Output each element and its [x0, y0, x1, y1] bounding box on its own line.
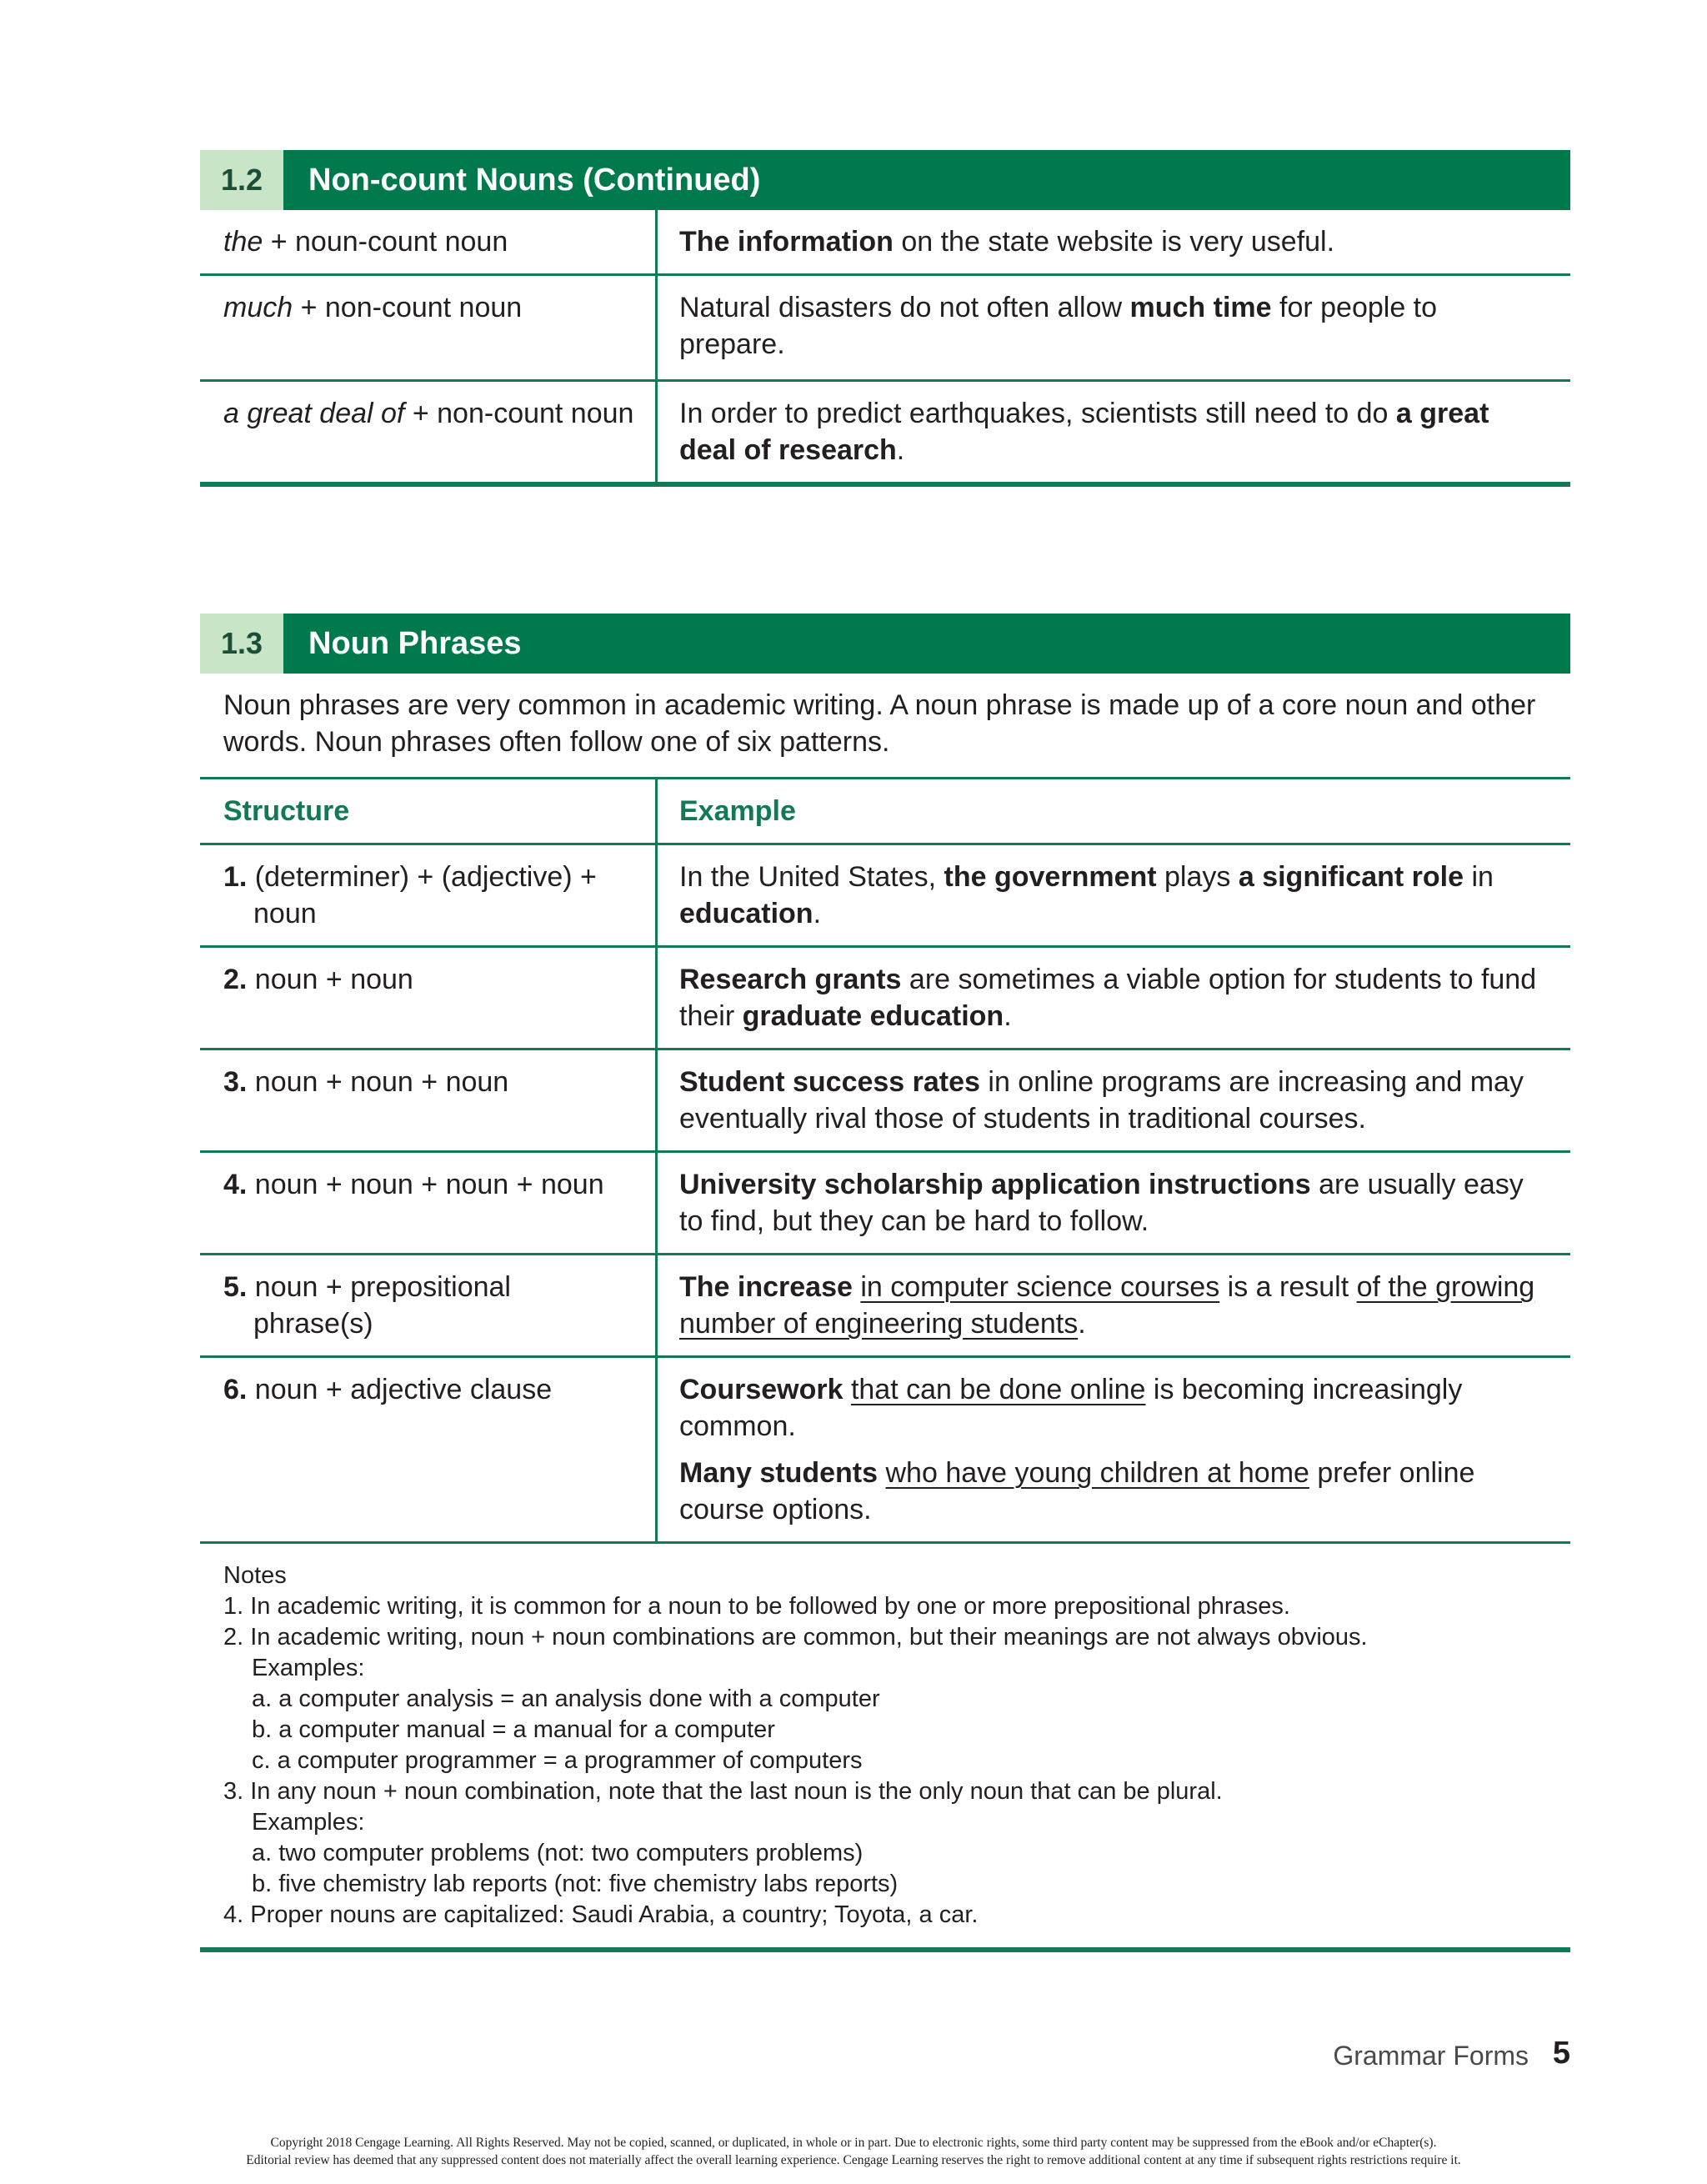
- table-row: [200, 948, 1570, 1050]
- structure-cell: a great deal of + non-count noun: [200, 382, 658, 482]
- structure-cell: much + non-count noun: [200, 276, 658, 379]
- page-number: 5: [1552, 2036, 1570, 2071]
- structure-cell: the + noun-count noun: [200, 210, 658, 273]
- example-cell: In the United States, the government plays a significant role in education.: [679, 861, 1494, 929]
- section-number: 1.3: [200, 614, 283, 674]
- table-row: [200, 382, 1570, 487]
- note-line: a. a computer analysis = an analysis done with a computer: [252, 1686, 880, 1712]
- table-header: [200, 150, 1570, 210]
- running-footer: Grammar Forms: [1333, 2041, 1529, 2071]
- table-row: [200, 1153, 1570, 1255]
- table-header: [200, 614, 1570, 674]
- structure-cell: 5. noun + prepositional phrase(s): [200, 1255, 658, 1355]
- example-cell: In order to predict earthquakes, scientists still need to do a great deal of research.: [679, 398, 1489, 466]
- note-line: 1. In academic writing, it is common for a noun to be followed by one or more prepositional phrases.: [223, 1593, 1290, 1620]
- column-header-example: Example: [679, 795, 796, 827]
- note-line: 3. In any noun + noun combination, note that the last noun is the only noun that can be plural.: [223, 1778, 1223, 1805]
- table-row: [200, 1050, 1570, 1153]
- note-line: Examples:: [252, 1809, 365, 1836]
- note-line: 2. In academic writing, noun + noun combinations are common, but their meanings are not always obvious.: [223, 1624, 1368, 1651]
- note-line: c. a computer programmer = a programmer of computers: [252, 1747, 863, 1774]
- example-sentence: Many students who have young children at home prefer online course options.: [679, 1457, 1475, 1525]
- example-cell: University scholarship application instructions are usually easy to find, but they can be hard to follow.: [679, 1169, 1524, 1237]
- example-cell: The increase in computer science courses is a result of the growing number of engineering students.: [679, 1271, 1535, 1340]
- column-header-structure: Structure: [200, 779, 658, 843]
- section-title: Non-count Nouns (Continued): [308, 162, 761, 198]
- example-cell: Natural disasters do not often allow much time for people to prepare.: [679, 292, 1438, 360]
- structure-cell: 6. noun + adjective clause: [200, 1358, 658, 1541]
- note-line: 4. Proper nouns are capitalized: Saudi Arabia, a country; Toyota, a car.: [223, 1901, 979, 1928]
- example-cell: Research grants are sometimes a viable option for students to fund their graduate education.: [679, 964, 1537, 1032]
- section-title: Noun Phrases: [308, 625, 522, 661]
- table-row: [200, 276, 1570, 382]
- example-sentence: Coursework that can be done online is becoming increasingly common.: [679, 1374, 1463, 1442]
- intro-text: Noun phrases are very common in academic writing. A noun phrase is made up of a core noun and other words. Noun phrases often follow one of six patterns.: [200, 674, 1570, 779]
- copyright-notice: Copyright 2018 Cengage Learning. All Rights Reserved. May not be copied, scanned, or duplicated, in whole or in part. Due to electronic rights, some third party content may be suppressed from the eBook and/or eChapter(s). Editorial review has deemed that any suppressed content does not materially affect the overall learning experience. Cengage Learning reserves the right to remove additional content at any time if subsequent rights restrictions require it.: [246, 2136, 1461, 2167]
- table-row: [200, 1255, 1570, 1358]
- table-row: [200, 1358, 1570, 1544]
- note-line: Examples:: [252, 1655, 365, 1681]
- structure-cell: 4. noun + noun + noun + noun: [200, 1153, 658, 1253]
- note-line: b. five chemistry lab reports (not: five chemistry labs reports): [252, 1871, 899, 1897]
- note-line: a. two computer problems (not: two computers problems): [252, 1840, 864, 1866]
- example-cell: The information on the state website is very useful.: [679, 226, 1335, 258]
- notes-heading: Notes: [223, 1562, 287, 1589]
- notes-section: [200, 1544, 1570, 1952]
- example-cell: Student success rates in online programs are increasing and may eventually rival those of students in traditional courses.: [679, 1066, 1524, 1135]
- structure-cell: 1. (determiner) + (adjective) + noun: [200, 845, 658, 945]
- table-1-2: [200, 150, 1570, 487]
- table-1-3: [200, 614, 1570, 1952]
- table-row: [200, 845, 1570, 948]
- structure-cell: 2. noun + noun: [200, 948, 658, 1048]
- table-row: [200, 210, 1570, 276]
- section-number: 1.2: [200, 150, 283, 210]
- note-line: b. a computer manual = a manual for a computer: [252, 1716, 775, 1743]
- structure-cell: 3. noun + noun + noun: [200, 1050, 658, 1150]
- example-cell: [658, 1358, 1570, 1541]
- column-header-row: [200, 779, 1570, 845]
